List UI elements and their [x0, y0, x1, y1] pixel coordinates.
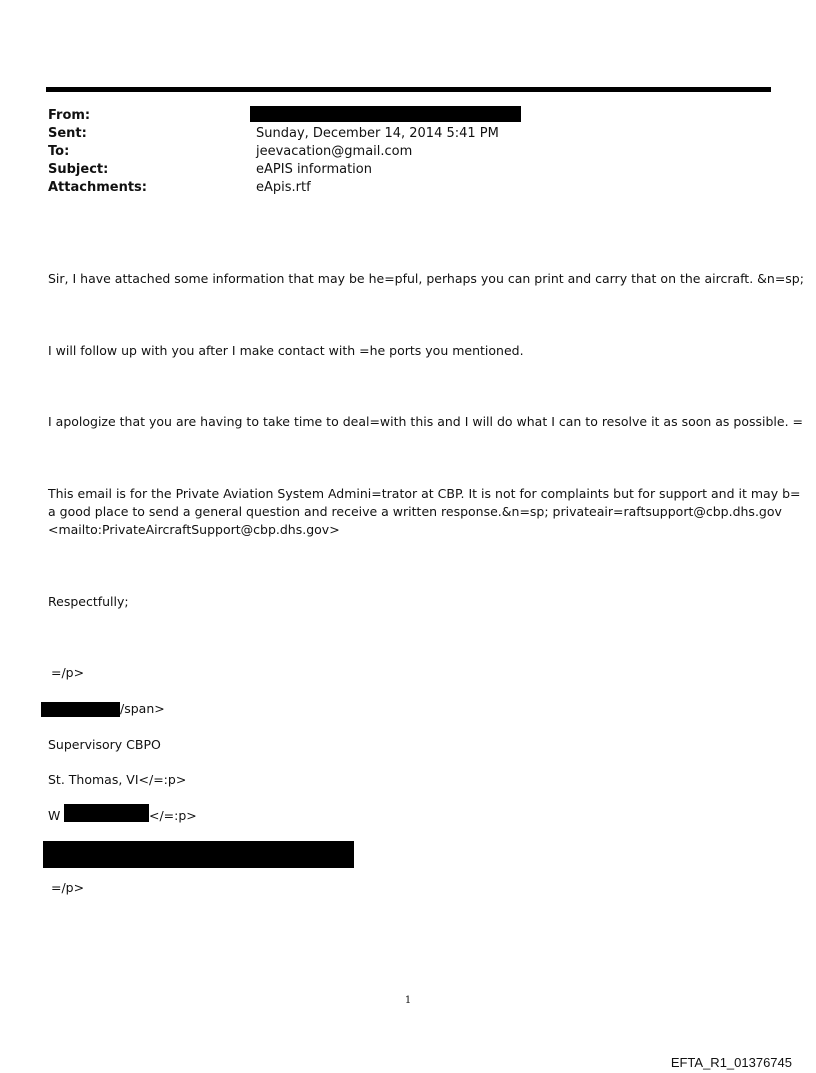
document-id: EFTA_R1_01376745 [670, 1055, 792, 1070]
signature-tag-2: =/p> [51, 880, 85, 895]
sent-label: Sent: [48, 126, 87, 141]
attachments-label: Attachments: [48, 180, 147, 195]
signature-tag-1: =/p> [51, 665, 85, 680]
closing: Respectfully; [48, 594, 129, 609]
paragraph-4-line-3: <mailto:PrivateAircraftSupport@cbp.dhs.gov> [48, 522, 340, 537]
subject-label: Subject: [48, 162, 109, 177]
paragraph-4-line-1: This email is for the Private Aviation System Admini=trator at CBP. It is not for complaints but for support and it may b= [48, 486, 801, 501]
from-redaction [250, 106, 521, 122]
subject-value: eAPIS information [256, 162, 372, 177]
signature-w-label: W [48, 808, 61, 823]
contact-redaction [43, 841, 354, 868]
signature-w-tail: </=:p> [149, 808, 197, 823]
to-label: To: [48, 144, 70, 159]
paragraph-3: I apologize that you are having to take time to deal=with this and I will do what I can to resolve it as soon as possible. = [48, 414, 804, 429]
signature-location: St. Thomas, VI</=:p> [48, 772, 187, 787]
to-value: jeevacation@gmail.com [256, 144, 413, 159]
phone-redaction [64, 804, 149, 822]
page-number: 1 [404, 995, 412, 1006]
paragraph-2: I will follow up with you after I make contact with =he ports you mentioned. [48, 343, 524, 358]
signature-title: Supervisory CBPO [48, 737, 161, 752]
sent-value: Sunday, December 14, 2014 5:41 PM [256, 126, 499, 141]
paragraph-1: Sir, I have attached some information that may be he=pful, perhaps you can print and carry that on the aircraft. &n=sp; [48, 271, 804, 286]
header-rule [46, 87, 771, 92]
from-label: From: [48, 108, 91, 123]
attachments-value: eApis.rtf [256, 180, 311, 195]
paragraph-4-line-2: a good place to send a general question and receive a written response.&n=sp; privateair=raftsupport@cbp.dhs.gov [48, 504, 782, 519]
name-redaction [41, 702, 120, 717]
signature-span-tag: /span> [120, 701, 165, 716]
